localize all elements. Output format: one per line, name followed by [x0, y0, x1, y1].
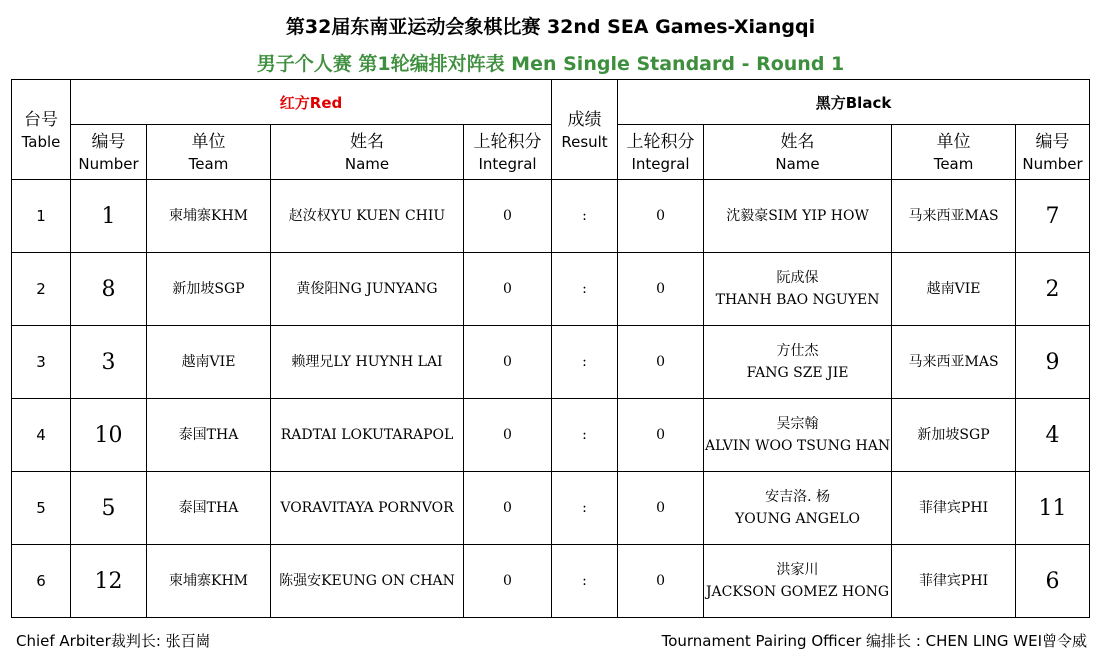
header-row-sub	[12, 125, 1090, 180]
table-row	[12, 326, 1090, 399]
table-number: 2	[12, 253, 71, 326]
pairing-table	[11, 79, 1090, 618]
table-row	[12, 545, 1090, 618]
black-number: 11	[1016, 472, 1090, 545]
red-name: RADTAI LOKUTARAPOL	[271, 399, 464, 472]
result: :	[552, 326, 618, 399]
red-name: VORAVITAYA PORNVOR	[271, 472, 464, 545]
header-red-number: 编号 Number	[71, 125, 147, 180]
header-black-name: 姓名 Name	[704, 125, 892, 180]
header-row-top	[12, 80, 1090, 125]
result: :	[552, 545, 618, 618]
black-integral: 0	[618, 545, 704, 618]
header-black-number: 编号 Number	[1016, 125, 1090, 180]
red-integral: 0	[464, 253, 552, 326]
header-black-integral: 上轮积分 Integral	[618, 125, 704, 180]
header-result: 成绩 Result	[552, 80, 618, 180]
result: :	[552, 472, 618, 545]
black-name: 安吉洛. 杨 YOUNG ANGELO	[704, 472, 892, 545]
header-black-team: 单位 Team	[892, 125, 1016, 180]
black-team: 菲律宾PHI	[892, 472, 1016, 545]
red-team: 泰国THA	[147, 399, 271, 472]
red-name: 赖理兄LY HUYNH LAI	[271, 326, 464, 399]
red-number: 8	[71, 253, 147, 326]
header-red-name: 姓名 Name	[271, 125, 464, 180]
table-row	[12, 472, 1090, 545]
result: :	[552, 399, 618, 472]
black-name: 方仕杰 FANG SZE JIE	[704, 326, 892, 399]
table-row	[12, 180, 1090, 253]
black-team: 马来西亚MAS	[892, 180, 1016, 253]
red-number: 12	[71, 545, 147, 618]
document-title: 第32届东南亚运动会象棋比赛 32nd SEA Games-Xiangqi	[285, 16, 816, 38]
black-team: 马来西亚MAS	[892, 326, 1016, 399]
black-integral: 0	[618, 326, 704, 399]
header-table: 台号 Table	[12, 80, 71, 180]
black-number: 9	[1016, 326, 1090, 399]
black-integral: 0	[618, 399, 704, 472]
red-team: 柬埔寨KHM	[147, 545, 271, 618]
red-integral: 0	[464, 180, 552, 253]
pairing-officer: Tournament Pairing Officer 编排长 : CHEN LING WEI曾令威	[661, 632, 1087, 650]
red-number: 1	[71, 180, 147, 253]
red-team: 泰国THA	[147, 472, 271, 545]
red-number: 10	[71, 399, 147, 472]
red-team: 越南VIE	[147, 326, 271, 399]
chief-arbiter: Chief Arbiter裁判长: 张百崗	[16, 632, 211, 650]
header-red-team: 单位 Team	[147, 125, 271, 180]
red-name: 黄俊阳NG JUNYANG	[271, 253, 464, 326]
black-name: 洪家川 JACKSON GOMEZ HONG	[704, 545, 892, 618]
result: :	[552, 180, 618, 253]
result: :	[552, 253, 618, 326]
header-black-side: 黑方Black	[618, 80, 1090, 125]
black-integral: 0	[618, 180, 704, 253]
black-number: 2	[1016, 253, 1090, 326]
black-name: 阮成保 THANH BAO NGUYEN	[704, 253, 892, 326]
black-team: 菲律宾PHI	[892, 545, 1016, 618]
red-name: 赵汝权YU KUEN CHIU	[271, 180, 464, 253]
document-subtitle: 男子个人赛 第1轮编排对阵表 Men Single Standard - Round 1	[256, 53, 845, 75]
table-number: 3	[12, 326, 71, 399]
red-integral: 0	[464, 326, 552, 399]
black-team: 新加坡SGP	[892, 399, 1016, 472]
red-number: 3	[71, 326, 147, 399]
table-number: 4	[12, 399, 71, 472]
red-team: 柬埔寨KHM	[147, 180, 271, 253]
black-name: 吴宗翰 ALVIN WOO TSUNG HAN	[704, 399, 892, 472]
header-red-integral: 上轮积分 Integral	[464, 125, 552, 180]
red-number: 5	[71, 472, 147, 545]
table-row	[12, 253, 1090, 326]
table-row	[12, 399, 1090, 472]
red-name: 陈强安KEUNG ON CHAN	[271, 545, 464, 618]
red-integral: 0	[464, 472, 552, 545]
table-number: 5	[12, 472, 71, 545]
table-number: 1	[12, 180, 71, 253]
black-integral: 0	[618, 253, 704, 326]
black-number: 6	[1016, 545, 1090, 618]
black-team: 越南VIE	[892, 253, 1016, 326]
black-name: 沈毅豪SIM YIP HOW	[704, 180, 892, 253]
red-team: 新加坡SGP	[147, 253, 271, 326]
black-number: 7	[1016, 180, 1090, 253]
black-number: 4	[1016, 399, 1090, 472]
black-integral: 0	[618, 472, 704, 545]
red-integral: 0	[464, 545, 552, 618]
table-number: 6	[12, 545, 71, 618]
red-integral: 0	[464, 399, 552, 472]
header-red-side: 红方Red	[71, 80, 552, 125]
